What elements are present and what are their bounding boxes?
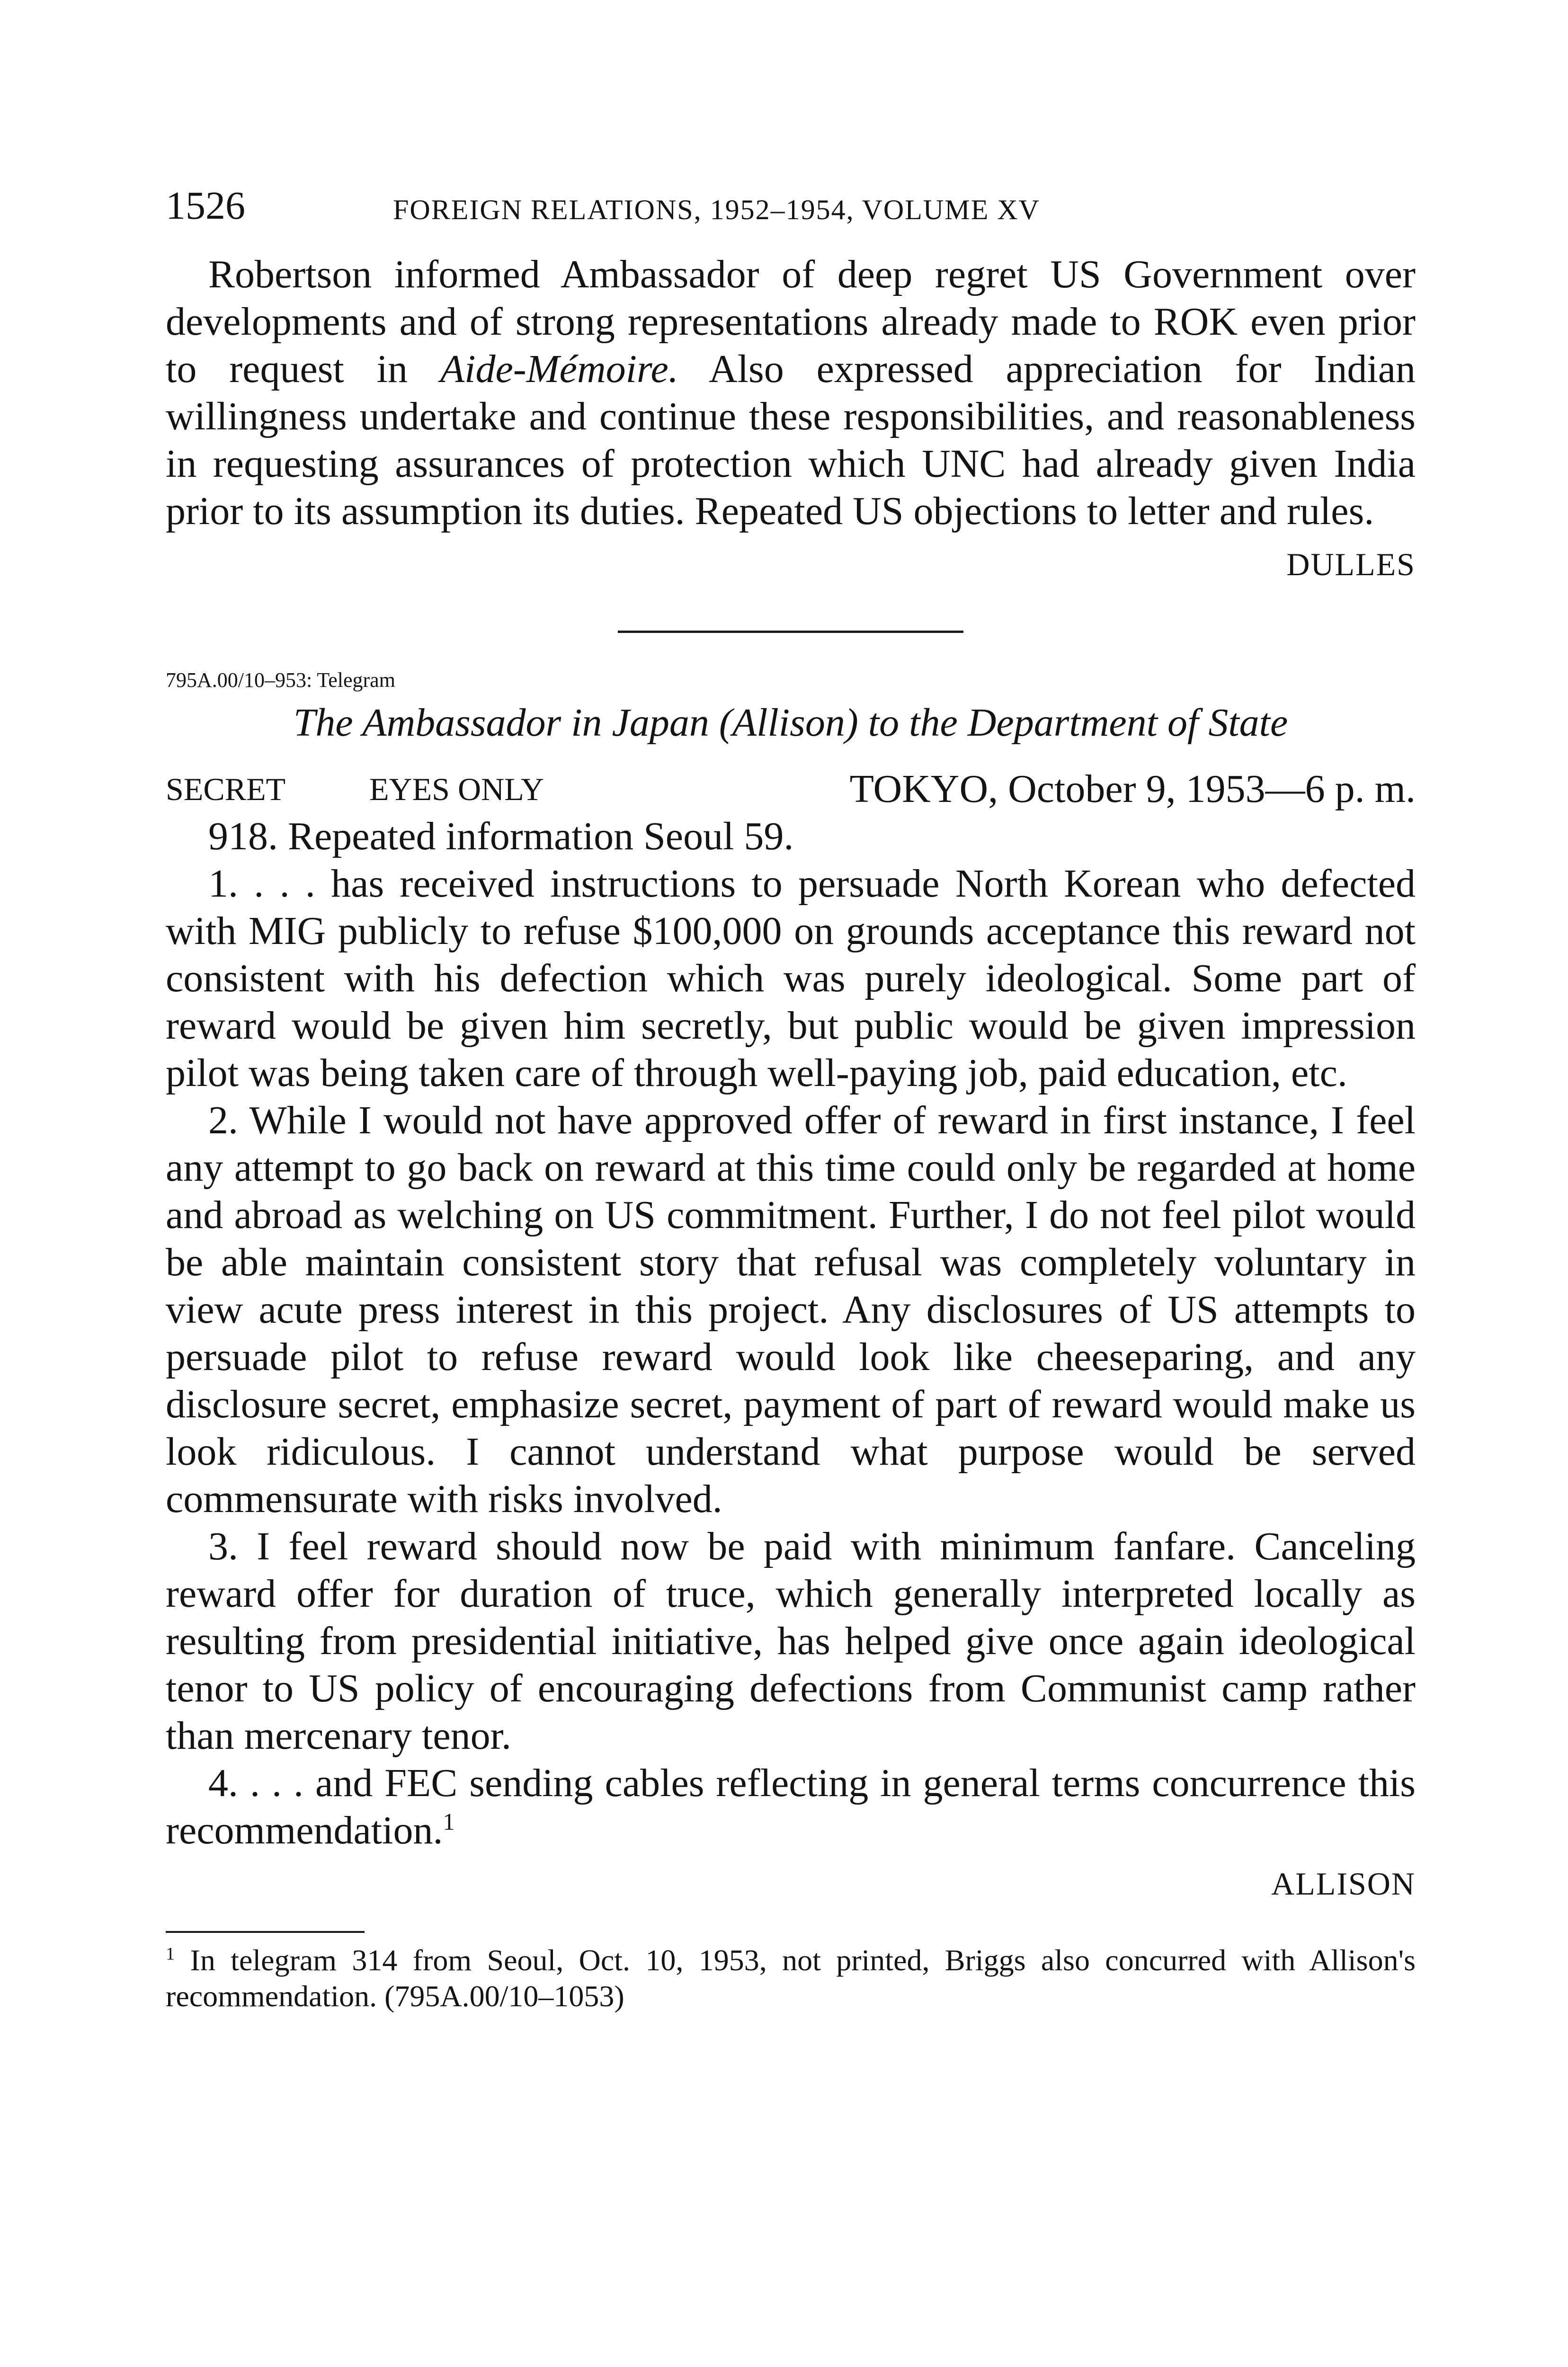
section-divider bbox=[618, 631, 963, 633]
signature-dulles: DULLES bbox=[1286, 546, 1416, 582]
telegram-intro: 918. Repeated information Seoul 59. bbox=[208, 814, 794, 858]
footnote-rule bbox=[166, 1931, 365, 1933]
paragraph-text-after: Also expressed appreciation for Indian willingness undertake and continue these responsibilities, and reasonableness in requesting assurances of protection which UNC had already given India prior to its assumption its duties. Repeated US objections to letter and rules. bbox=[166, 347, 1416, 533]
paragraph-4-text: 4. . . . and FEC sending cables reflecting in general terms concurrence this recommendation. bbox=[166, 1761, 1416, 1852]
handling-label: EYES ONLY bbox=[369, 771, 544, 807]
signature-allison: ALLISON bbox=[1271, 1866, 1416, 1902]
document-page bbox=[166, 180, 1416, 2045]
telegram-paragraph-4 bbox=[166, 1760, 1416, 1854]
telegram-paragraph-1: 1. . . . has received instructions to persuade North Korean who defected with MIG publicly to refuse $100,000 on grounds acceptance this reward not consistent with his defection which was purely ideological. Some part of reward would be given him secretly, but public would be given impression pilot was being taken care of through well-paying job, paid education, etc. bbox=[166, 862, 1416, 1095]
classification-label: SECRET bbox=[166, 771, 286, 807]
telegram-paragraph-2: 2. While I would not have approved offer of reward in first instance, I feel any attempt to go back on reward at this time could only be regarded at home and abroad as welching on US commitment. Further, I do not feel pilot would be able maintain consistent story that refusal was completely voluntary in view acute press interest in this project. Any disclosures of US attempts to persuade pilot to refuse reward would look like cheeseparing, and any disclosure secret, emphasize secret, payment of part of reward would make us look ridiculous. I cannot understand what purpose would be served commensurate with risks involved. bbox=[166, 1098, 1416, 1521]
footnote bbox=[166, 1942, 1416, 2014]
footnote-text: In telegram 314 from Seoul, Oct. 10, 1953, not printed, Briggs also concurred with Allison's recommendation. (795A.00/10–1053) bbox=[166, 1943, 1416, 2013]
classification-row bbox=[166, 765, 1416, 813]
running-head bbox=[166, 180, 1416, 232]
previous-document-paragraph bbox=[166, 251, 1416, 535]
telegram-paragraph-3: 3. I feel reward should now be paid with minimum fanfare. Canceling reward offer for duration of truce, which generally interpreted locally as resulting from presidential initiative, has helped give once again ideological tenor to US policy of encouraging defections from Communist camp rather than mercenary tenor. bbox=[166, 1524, 1416, 1758]
footnote-marker: 1 bbox=[166, 1944, 175, 1964]
file-reference: 795A.00/10–953: Telegram bbox=[166, 668, 395, 692]
page-number: 1526 bbox=[166, 184, 245, 228]
paragraph-text-before: Robertson informed Ambassador of deep regret US Government over developments and of strong representations already made to ROK even prior to request in bbox=[166, 252, 1416, 391]
document-title: The Ambassador in Japan (Allison) to the Department of State bbox=[293, 701, 1288, 745]
running-title: FOREIGN RELATIONS, 1952–1954, VOLUME XV bbox=[393, 194, 1040, 225]
footnote-reference: 1 bbox=[443, 1808, 455, 1835]
aide-memoire-term: Aide-Mémoire. bbox=[440, 347, 678, 391]
dateline: TOKYO, October 9, 1953—6 p. m. bbox=[849, 767, 1416, 811]
